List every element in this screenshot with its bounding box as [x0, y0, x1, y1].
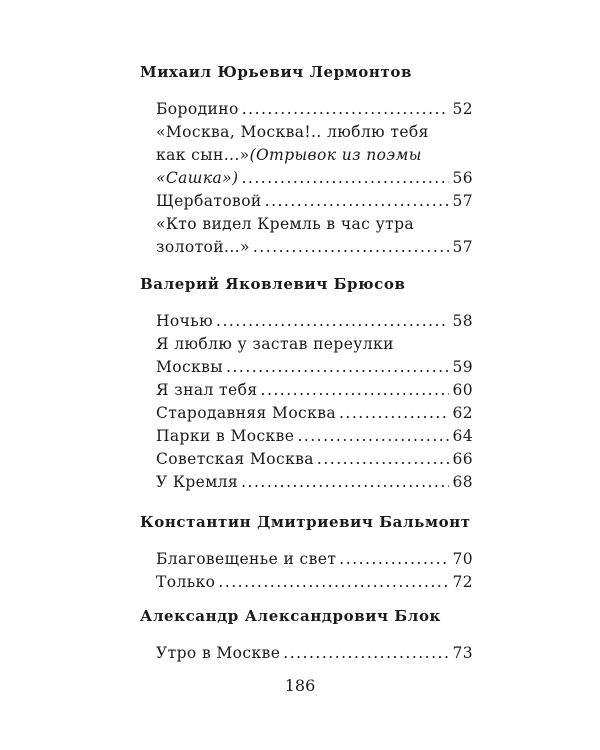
- toc-entry[interactable]: [156, 425, 473, 448]
- entry-page: 52: [452, 100, 473, 118]
- entry-title-line: как сын...»: [156, 146, 250, 164]
- entry-page: 59: [452, 358, 473, 376]
- entry-title: Парки в Москве: [156, 427, 295, 445]
- dot-leader: [283, 642, 449, 665]
- author-heading: Александр Александрович Блок: [140, 607, 441, 625]
- entry-page: 70: [452, 550, 473, 568]
- entry-page: 57: [452, 192, 473, 210]
- toc-entry[interactable]: [156, 310, 473, 333]
- entry-list: [140, 548, 473, 594]
- entry-page: 72: [452, 573, 473, 591]
- toc-section-lermontov: [140, 62, 473, 259]
- toc-entry[interactable]: [156, 190, 473, 213]
- dot-leader: [339, 402, 449, 425]
- entry-title-line: Я люблю у застав переулки: [156, 335, 394, 353]
- entry-title: Советская Москва: [156, 450, 314, 468]
- entry-page: 56: [452, 169, 473, 187]
- dot-leader: [339, 548, 449, 571]
- page-number: 186: [284, 676, 316, 695]
- entry-title: Стародавняя Москва: [156, 404, 336, 422]
- entry-title: У Кремля: [156, 473, 239, 491]
- toc-entry[interactable]: [156, 548, 473, 571]
- entry-title: Благовещенье и свет: [156, 550, 337, 568]
- entry-title: Только: [156, 573, 216, 591]
- dot-leader: [297, 425, 449, 448]
- dot-leader: [218, 571, 449, 594]
- toc-entry[interactable]: [156, 333, 473, 379]
- entry-title: Я знал тебя: [156, 381, 258, 399]
- toc-entry[interactable]: [156, 379, 473, 402]
- dot-leader: [242, 167, 450, 190]
- toc-entry[interactable]: [156, 571, 473, 594]
- entry-page: 62: [452, 404, 473, 422]
- dot-leader: [317, 448, 450, 471]
- entry-list: [140, 98, 473, 259]
- toc-entry[interactable]: [156, 642, 473, 665]
- entry-title-line: Москвы: [156, 358, 224, 376]
- dot-leader: [261, 379, 450, 402]
- toc-entry[interactable]: [156, 213, 473, 259]
- toc-entry[interactable]: [156, 98, 473, 121]
- entry-title: Утро в Москве: [156, 644, 281, 662]
- entry-page: 57: [452, 238, 473, 256]
- entry-title: Бородино: [156, 100, 239, 118]
- toc-section-blok: [140, 606, 473, 665]
- entry-title-line: «Москва, Москва!.. люблю тебя: [156, 123, 429, 141]
- entry-title-line: «Кто видел Кремль в час утра: [156, 215, 415, 233]
- author-heading: Константин Дмитриевич Бальмонт: [140, 513, 471, 531]
- author-heading: Михаил Юрьевич Лермонтов: [140, 63, 413, 81]
- dot-leader: [226, 356, 449, 379]
- toc-entry[interactable]: [156, 121, 473, 190]
- dot-leader: [216, 310, 449, 333]
- toc-section-bryusov: [140, 274, 473, 494]
- entry-list: [140, 642, 473, 665]
- toc-entry[interactable]: [156, 448, 473, 471]
- entry-page: 58: [452, 312, 473, 330]
- entry-title: Ночью: [156, 312, 214, 330]
- entry-page: 60: [452, 381, 473, 399]
- dot-leader: [253, 236, 450, 259]
- dot-leader: [242, 98, 450, 121]
- toc-entry[interactable]: [156, 471, 473, 494]
- entry-subtitle: (Отрывок из поэмы: [249, 146, 422, 164]
- dot-leader: [265, 190, 450, 213]
- toc-entry[interactable]: [156, 402, 473, 425]
- entry-page: 73: [452, 644, 473, 662]
- entry-title-line: золотой...»: [156, 238, 250, 256]
- entry-page: 68: [452, 473, 473, 491]
- entry-title: Щербатовой: [156, 192, 262, 210]
- toc-section-balmont: [140, 512, 473, 594]
- entry-subtitle: «Сашка»): [156, 169, 239, 187]
- author-heading: Валерий Яковлевич Брюсов: [140, 275, 406, 293]
- entry-page: 64: [452, 427, 473, 445]
- entry-list: [140, 310, 473, 494]
- dot-leader: [241, 471, 449, 494]
- entry-page: 66: [452, 450, 473, 468]
